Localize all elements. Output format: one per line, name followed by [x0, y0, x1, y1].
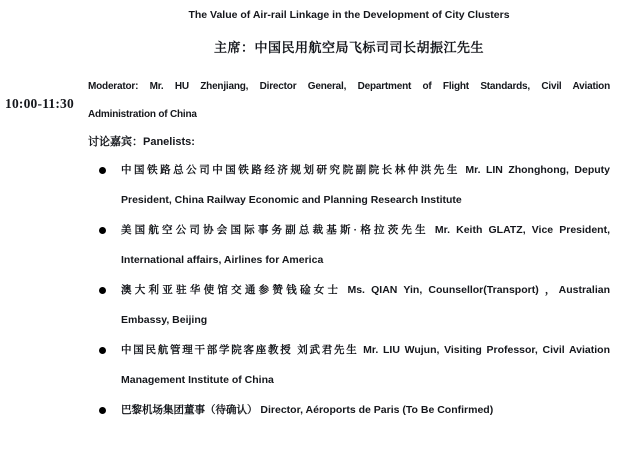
bullet-icon — [99, 287, 106, 294]
bullet-icon — [99, 167, 106, 174]
bullet-icon — [99, 347, 106, 354]
panelist-line: Embassy, Beijing — [121, 314, 208, 326]
panelist-item — [88, 275, 610, 335]
panelist-line: 巴黎机场集团董事（待确认） Director, Aéroports de Paris (To Be Confirmed) — [121, 404, 494, 416]
moderator-paragraph — [88, 73, 610, 129]
session-time-column — [0, 0, 88, 450]
panelist-line: International affairs, Airlines for America — [121, 254, 324, 266]
panelist-line: Management Institute of China — [121, 374, 274, 386]
session-title: The Value of Air-rail Linkage in the Development of City Clusters — [188, 9, 510, 21]
panelist-item — [88, 395, 610, 425]
panelist-line: 美国航空公司协会国际事务副总裁基斯·格拉茨先生 Mr. Keith GLATZ, Vice President, — [121, 224, 610, 236]
panelist-item — [88, 335, 610, 395]
panelist-line: 中国民航管理干部学院客座教授 刘武君先生 Mr. LIU Wujun, Visiting Professor, Civil Aviation — [121, 344, 610, 356]
session-chair-line: 主席：中国民用航空局飞标司司长胡振江先生 — [213, 40, 484, 55]
panelist-line: 澳大利亚驻华使馆交通参赞钱碒女士 Ms. QIAN Yin, Counsellor(Transport) ，Australian — [121, 284, 610, 296]
bullet-icon — [99, 227, 106, 234]
bullet-icon — [99, 407, 106, 414]
panelist-item — [88, 155, 610, 215]
moderator-line-1: Moderator: Mr. HU Zhenjiang, Director General, Department of Flight Standards, Civil Aviation — [88, 81, 610, 92]
session-details-column — [88, 0, 625, 450]
panelist-line: 中国铁路总公司中国铁路经济规划研究院副院长林仲洪先生 Mr. LIN Zhonghong, Deputy — [121, 164, 610, 176]
panelists-label: 讨论嘉宾：Panelists: — [88, 136, 195, 148]
panelist-item — [88, 215, 610, 275]
panelists-list — [88, 155, 610, 425]
panelist-line: President, China Railway Economic and Planning Research Institute — [121, 194, 462, 206]
moderator-line-2: Administration of China — [88, 109, 197, 120]
session-time: 10:00-11:30 — [5, 96, 74, 111]
